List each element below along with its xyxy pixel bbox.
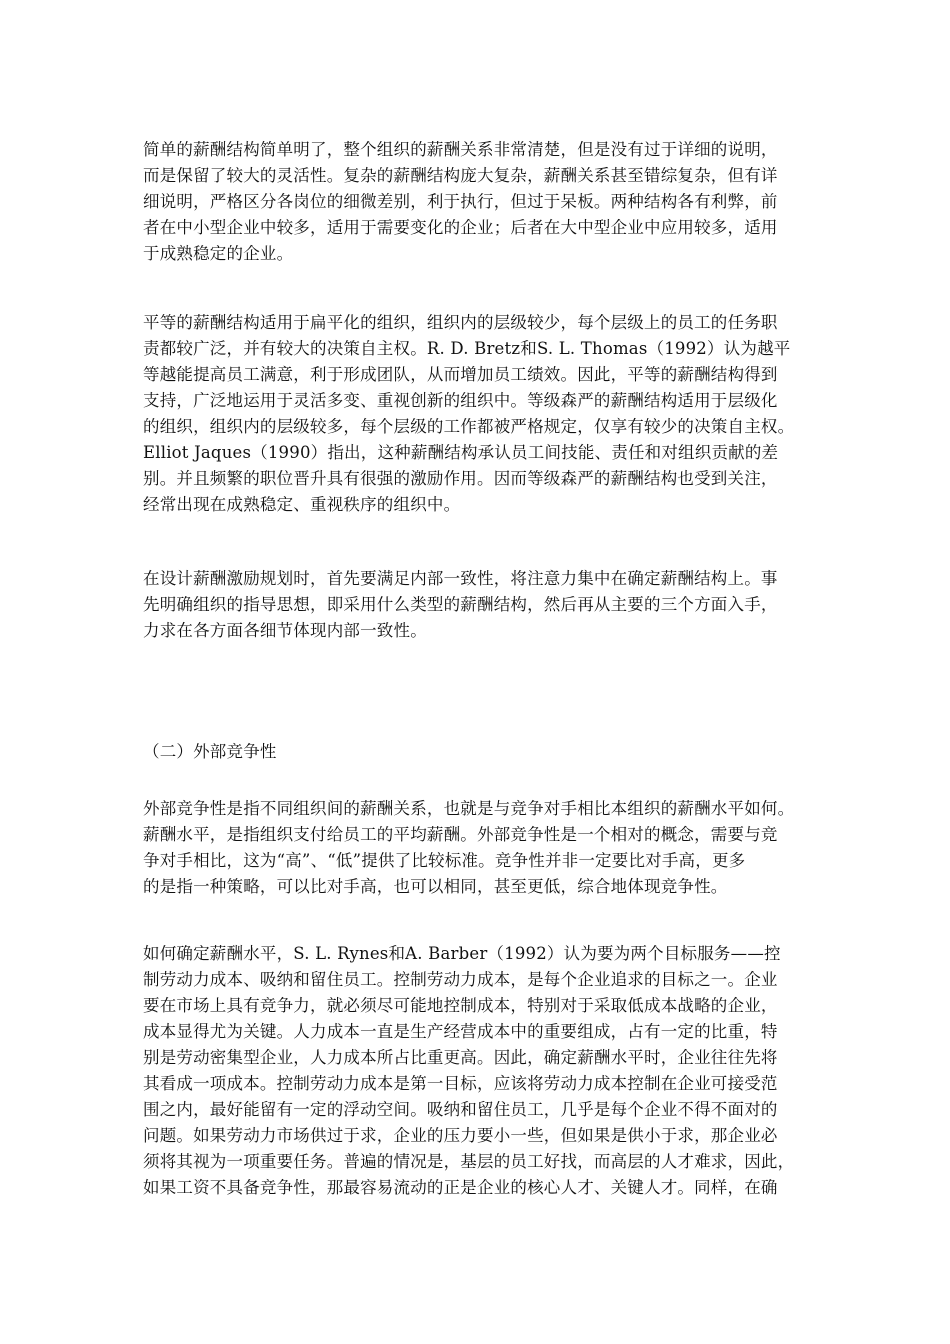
text-line: 的是指一种策略，可以比对手高，也可以相同，甚至更低，综合地体现竞争性。	[143, 877, 728, 896]
text-line: Elliot Jaques（1990）指出，这种薪酬结构承认员工间技能、责任和对组织贡献的差	[143, 443, 779, 462]
text-line: 于成熟稳定的企业。	[143, 244, 294, 263]
section-heading	[143, 739, 883, 765]
text-line: 问题。如果劳动力市场供过于求，企业的压力要小一些，但如果是供小于求，那企业必	[143, 1126, 778, 1145]
paragraph-external-competitiveness	[143, 796, 883, 900]
text-line: 须将其视为一项重要任务。普遍的情况是，基层的员工好找，而高层的人才难求，因此，	[143, 1152, 795, 1171]
text-line: 的组织，组织内的层级较多，每个层级的工作都被严格规定，仅享有较少的决策自主权。	[143, 417, 795, 436]
text-line: 力求在各方面各细节体现内部一致性。	[143, 621, 427, 640]
text-line: 平等的薪酬结构适用于扁平化的组织，组织内的层级较少，每个层级上的员工的任务职	[143, 313, 778, 332]
text-line: 制劳动力成本、吸纳和留住员工。控制劳动力成本，是每个企业追求的目标之一。企业	[143, 970, 778, 989]
text-line: 围之内，最好能留有一定的浮动空间。吸纳和留住员工，几乎是每个企业不得不面对的	[143, 1100, 778, 1119]
text-line: 支持，广泛地运用于灵活多变、重视创新的组织中。等级森严的薪酬结构适用于层级化	[143, 391, 778, 410]
text-line: 在设计薪酬激励规划时，首先要满足内部一致性，将注意力集中在确定薪酬结构上。事	[143, 569, 778, 588]
text-line: 薪酬水平，是指组织支付给员工的平均薪酬。外部竞争性是一个相对的概念，需要与竞	[143, 825, 778, 844]
text-line: 者在中小型企业中较多，适用于需要变化的企业；后者在大中型企业中应用较多，适用	[143, 218, 778, 237]
paragraph-internal-consistency	[143, 566, 883, 644]
text-line: 其看成一项成本。控制劳动力成本是第一目标，应该将劳动力成本控制在企业可接受范	[143, 1074, 778, 1093]
text-line: 先明确组织的指导思想，即采用什么类型的薪酬结构，然后再从主要的三个方面入手，	[143, 595, 778, 614]
text-line: 等越能提高员工满意，利于形成团队，从而增加员工绩效。因此，平等的薪酬结构得到	[143, 365, 778, 384]
text-line: 成本显得尤为关键。人力成本一直是生产经营成本中的重要组成，占有一定的比重，特	[143, 1022, 778, 1041]
text-line: 而是保留了较大的灵活性。复杂的薪酬结构庞大复杂，薪酬关系甚至错综复杂，但有详	[143, 166, 778, 185]
text-line: 如果工资不具备竞争性，那最容易流动的正是企业的核心人才、关键人才。同样，在确	[143, 1178, 778, 1197]
section-heading-text: （二）外部竞争性	[143, 742, 277, 761]
paragraph-equal-vs-hierarchical-structure	[143, 310, 883, 518]
text-line: 经常出现在成熟稳定、重视秩序的组织中。	[143, 495, 461, 514]
text-line: 简单的薪酬结构简单明了，整个组织的薪酬关系非常清楚，但是没有过于详细的说明，	[143, 140, 778, 159]
text-line: 细说明，严格区分各岗位的细微差别，利于执行，但过于呆板。两种结构各有利弊，前	[143, 192, 778, 211]
text-line: 如何确定薪酬水平，S. L. Rynes和A. Barber（1992）认为要为两个目标服务——控	[143, 944, 781, 963]
paragraph-salary-level	[143, 941, 883, 1201]
text-line: 别是劳动密集型企业，人力成本所占比重更高。因此，确定薪酬水平时，企业往往先将	[143, 1048, 778, 1067]
text-line: 要在市场上具有竞争力，就必须尽可能地控制成本，特别对于采取低成本战略的企业，	[143, 996, 778, 1015]
paragraph-simple-vs-complex-structure	[143, 137, 883, 267]
text-line: 别。并且频繁的职位晋升具有很强的激励作用。因而等级森严的薪酬结构也受到关注，	[143, 469, 778, 488]
text-line: 争对手相比，这为“高”、“低”提供了比较标准。竞争性并非一定要比对手高，更多	[143, 851, 746, 870]
text-line: 外部竞争性是指不同组织间的薪酬关系，也就是与竞争对手相比本组织的薪酬水平如何。	[143, 799, 795, 818]
text-line: 责都较广泛，并有较大的决策自主权。R. D. Bretz和S. L. Thomas（1992）认为越平	[143, 339, 791, 358]
